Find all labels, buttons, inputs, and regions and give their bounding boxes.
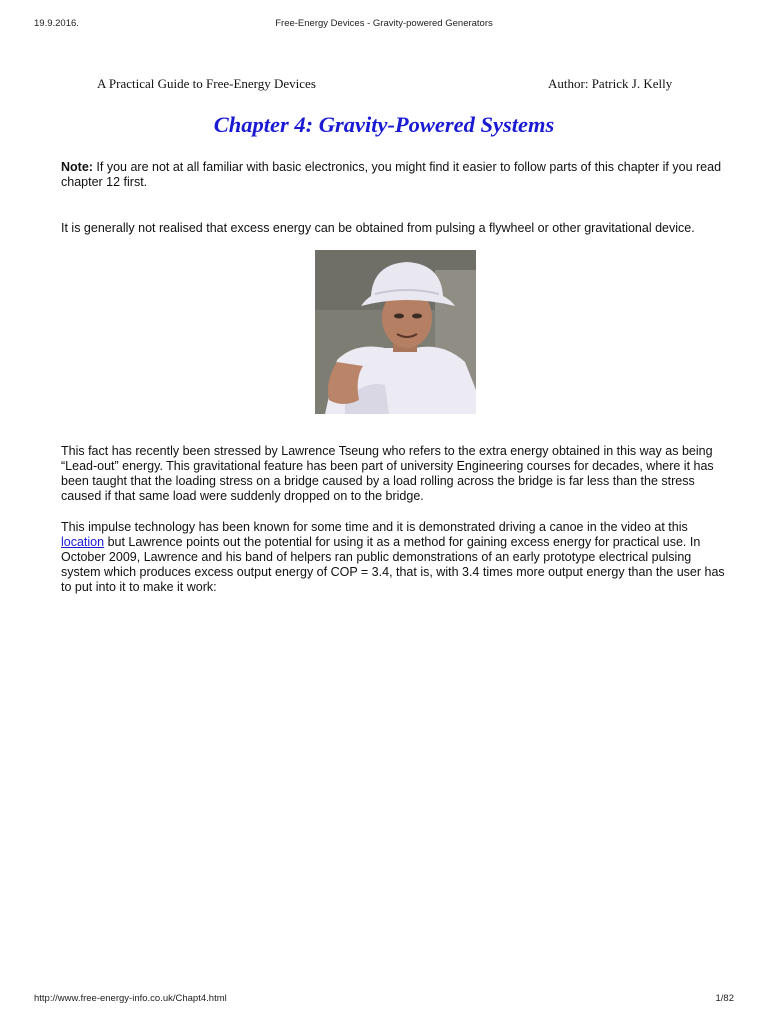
note-label: Note: [61, 160, 93, 174]
page-number: 1/82 [715, 993, 734, 1004]
chapter-title: Chapter 4: Gravity-Powered Systems [213, 112, 555, 137]
print-header [0, 0, 768, 40]
print-footer [0, 993, 768, 1009]
guide-title: A Practical Guide to Free-Energy Devices [97, 76, 316, 91]
impulse-text-before-link: This impulse technology has been known for some time and it is demonstrated driving a canoe in the video at this [61, 520, 688, 534]
author-line: Author: Patrick J. Kelly [548, 76, 673, 91]
paragraph-stressed: This fact has recently been stressed by Lawrence Tseung who refers to the extra energy obtained in this way as being “Lead-out” energy. This gravitational feature has been part of university Engineering courses for decades, where it has been taught that the loading stress on a bridge caused by a load rolling across the bridge is far less than the stress caused if that same load were suddenly dropped on to the bridge. [61, 444, 714, 503]
paragraph-impulse [61, 520, 726, 595]
note-paragraph [61, 160, 726, 190]
impulse-text-after-link: but Lawrence points out the potential for using it as a method for gaining excess energy for practical use. In October 2009, Lawrence and his band of helpers ran public demonstrations of an early prototype electrical pulsing system which produces excess output energy of COP = 3.4, that is, with 3.4 times more output energy than the user has to put into it to make it work: [61, 535, 725, 594]
document-header [0, 76, 768, 96]
print-date: 19.9.2016. [34, 18, 79, 29]
page-url: http://www.free-energy-info.co.uk/Chapt4.html [34, 993, 227, 1004]
location-link[interactable]: location [61, 535, 105, 549]
print-page-title: Free-Energy Devices - Gravity-powered Generators [275, 18, 493, 29]
note-text: If you are not at all familiar with basic electronics, you might find it easier to follow parts of this chapter if you read chapter 12 first. [61, 160, 722, 189]
lawrence-tseung-photo [315, 250, 476, 414]
paragraph-realised: It is generally not realised that excess energy can be obtained from pulsing a flywheel or other gravitational device. [61, 221, 695, 235]
